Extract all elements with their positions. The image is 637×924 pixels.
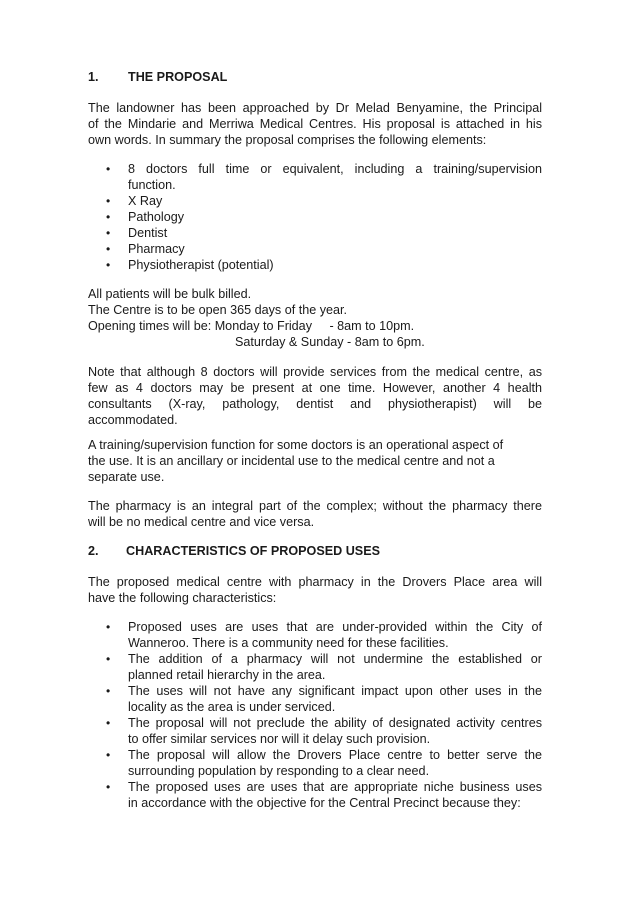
section-1-title: THE PROPOSAL [128,70,228,84]
list-item-text: The proposal will allow the Drovers Place centre to better serve the [128,748,542,762]
bullet-icon: • [106,258,111,272]
text-line: have the following characteristics: [88,591,277,605]
list-item [88,209,542,225]
text-line: own words. In summary the proposal comprises the following elements: [88,133,487,147]
section-2-heading [88,543,380,559]
text-line: The landowner has been approached by Dr Melad Benyamine, the Principal [88,101,542,115]
list-item-text: Proposed uses are uses that are under-provided within the City of [128,620,542,634]
bullet-icon: • [106,162,111,176]
proposal-intro-paragraph [88,100,542,148]
list-item-text: planned retail hierarchy in the area. [128,668,326,682]
list-item-text: The uses will not have any significant impact upon other uses in the [128,684,542,698]
bullet-icon: • [106,194,111,208]
bullet-icon: • [106,684,111,698]
list-item [88,161,542,193]
list-item [88,747,542,779]
bullet-icon: • [106,620,111,634]
proposal-elements-list [88,161,542,273]
text-line: few as 4 doctors may be present at one time. However, another 4 health [88,381,542,395]
list-item-text: to offer similar services nor will it delay such provision. [128,732,431,746]
list-item [88,619,542,651]
bullet-icon: • [106,210,111,224]
text-line: The pharmacy is an integral part of the complex; without the pharmacy there [88,499,542,513]
bullet-icon: • [106,652,111,666]
section-1-number: 1. [88,70,99,84]
bullet-icon: • [106,748,111,762]
list-item [88,257,542,273]
text-line: Note that although 8 doctors will provide services from the medical centre, as [88,365,542,379]
list-item [88,715,542,747]
billing-and-hours [88,286,542,318]
text-line: A training/supervision function for some doctors is an operational aspect of [88,438,504,452]
text-line: of the Mindarie and Merriwa Medical Centres. His proposal is attached in his [88,117,542,131]
list-item [88,779,542,811]
pharmacy-paragraph [88,498,542,530]
section-2-title: CHARACTERISTICS OF PROPOSED USES [126,544,381,558]
list-item-text: Pharmacy [128,242,185,256]
list-item-text: The addition of a pharmacy will not undermine the established or [128,652,542,666]
text-line: separate use. [88,470,165,484]
characteristics-intro-paragraph [88,574,542,606]
list-item-text: X Ray [128,194,163,208]
text-line: consultants (X-ray, pathology, dentist and physiotherapist) will be [88,397,542,411]
billing-text: All patients will be bulk billed. [88,287,252,301]
list-item-text: Pathology [128,210,185,224]
section-1-heading [88,69,227,85]
bullet-icon: • [106,780,111,794]
list-item-text: function. [128,178,176,192]
bullet-icon: • [106,226,111,240]
list-item [88,683,542,715]
list-item [88,241,542,257]
list-item [88,225,542,241]
list-item-text: locality as the area is under serviced. [128,700,336,714]
list-item-text: The proposal will not preclude the ability of designated activity centres [128,716,542,730]
section-2-number: 2. [88,544,99,558]
characteristics-list [88,619,542,811]
list-item-text: Physiotherapist (potential) [128,258,274,272]
doctors-note-paragraph [88,364,542,428]
open-days-text: The Centre is to be open 365 days of the year. [88,303,348,317]
list-item-text: surrounding population by responding to a clear need. [128,764,430,778]
list-item-text: 8 doctors full time or equivalent, including a training/supervision [128,162,542,176]
list-item-text: in accordance with the objective for the Central Precinct because they: [128,796,521,810]
training-paragraph [88,437,542,485]
text-line: the use. It is an ancillary or incidental use to the medical centre and not a [88,454,495,468]
list-item-text: The proposed uses are uses that are appropriate niche business uses [128,780,542,794]
text-line: accommodated. [88,413,178,427]
opening-hours-weekend: Saturday & Sunday - 8am to 6pm. [235,335,425,349]
bullet-icon: • [106,716,111,730]
text-line: will be no medical centre and vice versa. [88,515,315,529]
list-item-text: Wanneroo. There is a community need for these facilities. [128,636,449,650]
bullet-icon: • [106,242,111,256]
text-line: The proposed medical centre with pharmacy in the Drovers Place area will [88,575,542,589]
list-item [88,651,542,683]
list-item [88,193,542,209]
list-item-text: Dentist [128,226,168,240]
opening-hours-weekday: Opening times will be: Monday to Friday - 8am to 10pm. [88,319,415,333]
